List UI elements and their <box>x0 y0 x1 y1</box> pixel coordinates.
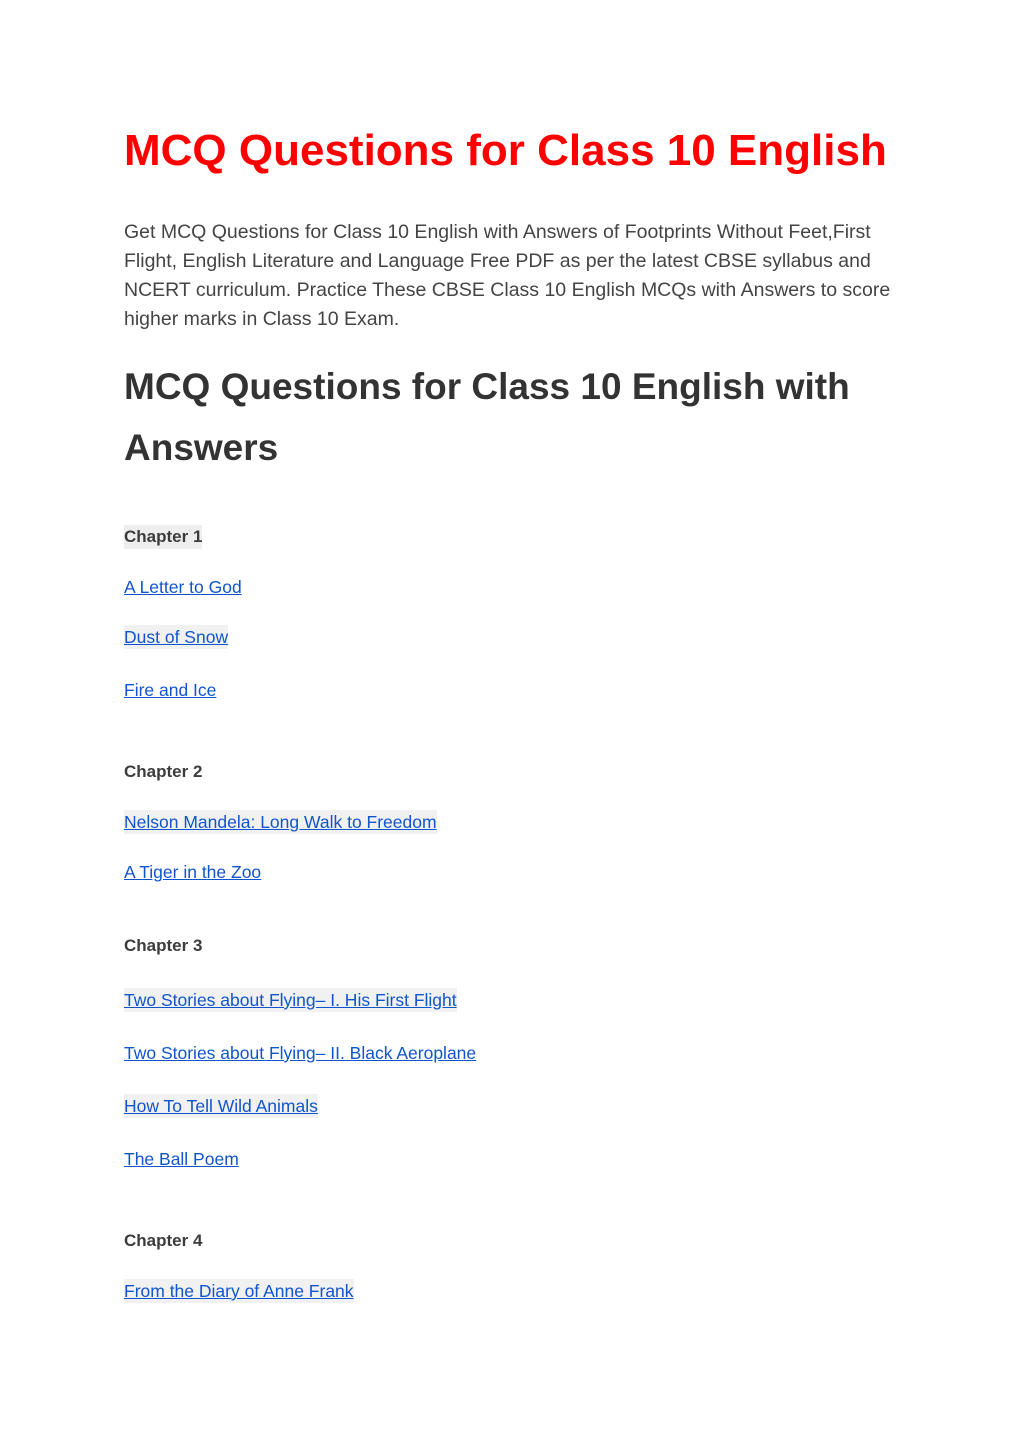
chapter-3-label: Chapter 3 <box>124 936 203 955</box>
section-heading: MCQ Questions for Class 10 English with Answers <box>124 366 850 468</box>
page-title: MCQ Questions for Class 10 English <box>124 126 887 175</box>
chapter-1-label: Chapter 1 <box>124 525 202 549</box>
link-the-ball-poem[interactable]: The Ball Poem <box>124 1149 239 1169</box>
link-diary-of-anne-frank[interactable]: From the Diary of Anne Frank <box>124 1281 354 1301</box>
link-a-letter-to-god[interactable]: A Letter to God <box>124 577 242 597</box>
link-dust-of-snow[interactable]: Dust of Snow <box>124 627 229 647</box>
link-a-tiger-in-the-zoo[interactable]: A Tiger in the Zoo <box>124 862 262 882</box>
chapter-2-label: Chapter 2 <box>124 762 203 781</box>
link-how-to-tell-wild-animals[interactable]: How To Tell Wild Animals <box>124 1096 318 1116</box>
link-nelson-mandela[interactable]: Nelson Mandela: Long Walk to Freedom <box>124 812 437 832</box>
link-two-stories-black-aeroplane[interactable]: Two Stories about Flying– II. Black Aeroplane <box>124 1043 477 1063</box>
chapter-4-label: Chapter 4 <box>124 1231 203 1250</box>
link-two-stories-first-flight[interactable]: Two Stories about Flying– I. His First Flight <box>124 990 457 1010</box>
link-fire-and-ice[interactable]: Fire and Ice <box>124 680 217 700</box>
intro-paragraph: Get MCQ Questions for Class 10 English with Answers of Footprints Without Feet,First Flight, English Literature and Language Free PDF as per the latest CBSE syllabus and NCERT curriculum. Practice These CBSE Class 10 English MCQs with Answers to score higher marks in Class 10 Exam. <box>124 221 891 330</box>
